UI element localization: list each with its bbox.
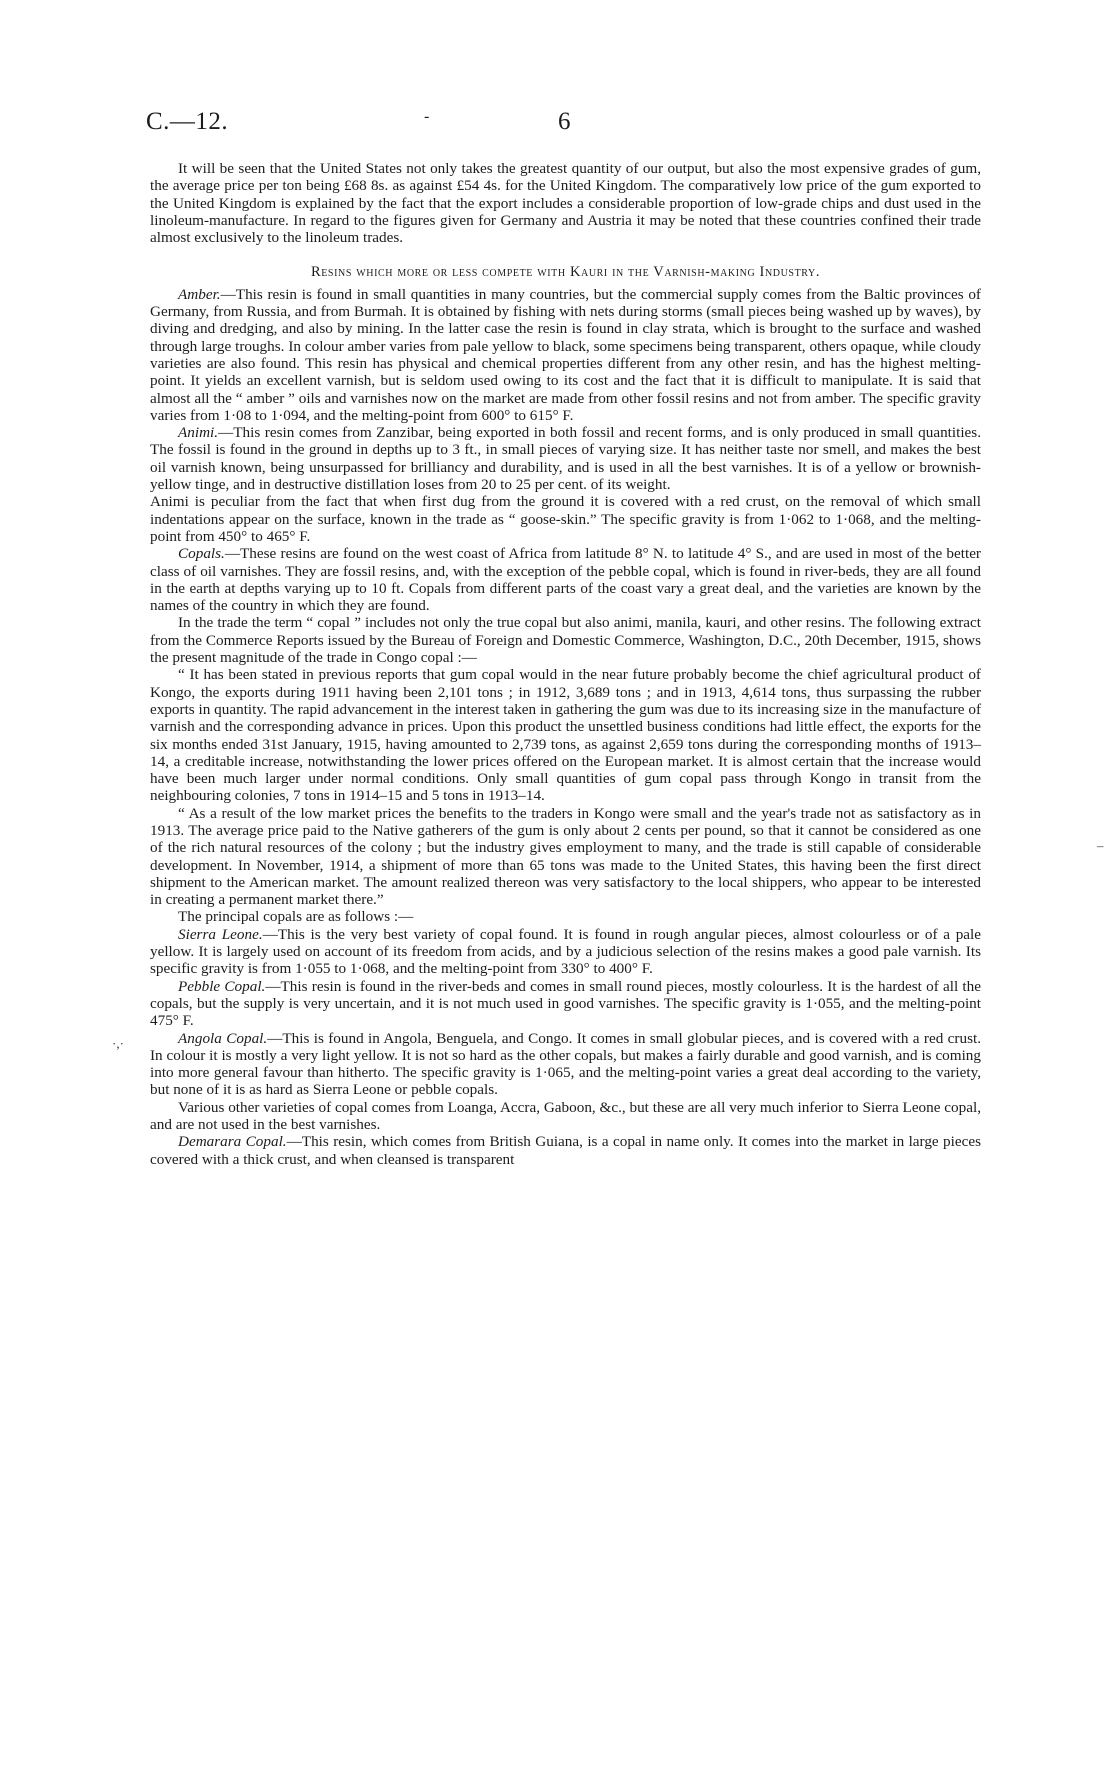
angola-copal-paragraph	[150, 1030, 981, 1099]
angola-copal-text: —This is found in Angola, Benguela, and Congo. It comes in small globular pieces, and is covered with a red crust. In colour it is mostly a very light yellow. It is not so hard as the other copals, but makes a fairly durable and good varnish, and is coming into more general favour than hitherto. The specific gravity is 1·065, and the melting-point varies a great deal according to the variety, but none of it is as hard as Sierra Leone or pebble copals.	[150, 1029, 981, 1099]
demarara-copal-text: —This resin, which comes from British Guiana, is a copal in name only. It comes into the market in large pieces covered with a thick crust, and when cleansed is transparent	[150, 1133, 981, 1168]
right-margin-mark: –	[1097, 838, 1104, 853]
copals-title: Copals.	[178, 545, 225, 563]
demarara-copal-title: Demarara Copal.	[178, 1133, 287, 1151]
animi-continuation: Animi is peculiar from the fact that when first dug from the ground it is covered with a red crust, on the removal of which small indentations appear on the surface, known in the trade as “ goose-skin.” The specific gravity is from 1·062 to 1·068, and the melting-point from 450° to 465° F.	[150, 493, 981, 545]
principal-copals-intro: The principal copals are as follows :—	[178, 908, 414, 926]
animi-text: —This resin comes from Zanzibar, being exported in both fossil and recent forms, and is only produced in small quantities. The fossil is found in the ground in depths up to 3 ft., in small pieces of varying size. It has neither taste nor smell, and makes the best oil varnish known, being unsurpassed for brilliancy and durability, and is used in all the best varnishes. It is of a yellow or brownish-yellow tinge, and in destructive distillation loses from 20 to 25 per cent. of its weight.	[150, 424, 981, 494]
animi-paragraph	[150, 424, 981, 493]
intro-paragraph: It will be seen that the United States not only takes the greatest quantity of our output, but also the most expensive grades of gum, the average price per ton being £68 8s. as against £54 4s. for the United Kingdom. The comparatively low price of the gum exported to the United Kingdom is explained by the fact that the export includes a considerable proportion of low-grade chips and dust used in the linoleum-manufacture. In regard to the figures given for Germany and Austria it may be noted that these countries confined their trade almost exclusively to the linoleum trades.	[150, 160, 981, 247]
demarara-copal-paragraph	[150, 1133, 981, 1168]
page-header	[146, 108, 986, 136]
copal-trade-term-paragraph: In the trade the term “ copal ” includes not only the true copal but also animi, manila, kauri, and other resins. The following extract from the Commerce Reports issued by the Bureau of Foreign and Domestic Commerce, Washington, D.C., 20th December, 1915, shows the present magnitude of the trade in Congo copal :—	[150, 614, 981, 667]
quote-paragraph-1: “ It has been stated in previous reports that gum copal would in the near future probably become the chief agricultural product of Kongo, the exports during 1911 having been 2,101 tons ; in 1912, 3,689 tons ; and in 1913, 4,614 tons, thus surpassing the rubber exports in quantity. The rapid advancement in the interest taken in gathering the gum was due to its increasing size in the manufacture of varnish and the corresponding advance in prices. Upon this product the unsettled business conditions had little effect, the exports for the six months ended 31st January, 1915, having amounted to 2,739 tons, as against 2,659 tons during the corresponding months of 1913–14, a creditable increase, notwithstanding the lower prices offered on the European market. It is almost certain that the increase would have been much larger under normal conditions. Only small quantities of gum copal pass through Kongo in transit from the neighbouring colonies, 7 tons in 1914–15 and 5 tons in 1913–14.	[150, 666, 981, 805]
pebble-copal-paragraph	[150, 978, 981, 1030]
angola-copal-title: Angola Copal.	[178, 1029, 268, 1047]
amber-text: —This resin is found in small quantities in many countries, but the commercial supply comes from the Baltic provinces of Germany, from Russia, and from Burmah. It is obtained by fishing with nets during storms (small pieces being washed up by waves), by diving and dredging, and also by mining. In the latter case the resin is found in clay strata, which is brought to the surface and washed through large troughs. In colour amber varies from pale yellow to black, some specimens being transparent, others opaque, while cloudy varieties are also found. This resin has physical and chemical properties different from any other resin, and has the highest melting-point. It yields an excellent varnish, but is seldom used owing to its cost and the fact that it is difficult to manipulate. It is said that almost all the “ amber ” oils and varnishes now on the market are made from other fossil resins and not from amber. The specific gravity varies from 1·08 to 1·094, and the melting-point from 600° to 615° F.	[150, 285, 981, 424]
section-heading: Resins which more or less compete with Kauri in the Varnish-making Industry.	[310, 264, 821, 281]
page-number: 6	[558, 108, 571, 135]
sierra-leone-title: Sierra Leone.	[178, 925, 263, 943]
page-body	[150, 160, 981, 1168]
animi-title: Animi.	[178, 424, 219, 442]
header-separator: -	[424, 108, 430, 125]
quote-paragraph-2: “ As a result of the low market prices the benefits to the traders in Kongo were small and the year's trade not as satisfactory as in 1913. The average price paid to the Native gatherers of the gum is only about 2 cents per pound, so that it cannot be considered as one of the rich natural resources of the colony ; but the industry gives employment to many, and the trade is still capable of considerable development. In November, 1914, a shipment of more than 65 tons was made to the United States, this having been the first direct shipment to the American market. The amount realized thereon was very satisfactory to the local shippers, who appear to be interested in creating a permanent market there.”	[150, 804, 981, 909]
various-copals-paragraph: Various other varieties of copal comes from Loanga, Accra, Gaboon, &c., but these are all very much inferior to Sierra Leone copal, and are not used in the best varnishes.	[150, 1098, 981, 1134]
sierra-leone-text: —This is the very best variety of copal found. It is found in rough angular pieces, almost colourless or of a pale yellow. It is largely used on account of its freedom from acids, and by a judicious selection of the resins makes a good pale varnish. Its specific gravity is from 1·055 to 1·068, and the melting-point from 330° to 400° F.	[150, 925, 982, 978]
pebble-copal-text: —This resin is found in the river-beds and comes in small round pieces, mostly colourless. It is the hardest of all the copals, but the supply is very uncertain, and it is not much used in good varnishes. The specific gravity is 1·055, and the melting-point 475° F.	[150, 977, 981, 1030]
document-reference: C.—12.	[146, 108, 229, 135]
pebble-copal-title: Pebble Copal.	[178, 977, 266, 995]
copals-text: —These resins are found on the west coast of Africa from latitude 8° N. to latitude 4° S., and are used in most of the better class of oil varnishes. They are fossil resins, and, with the exception of the pebble copal, which is found in river-beds, they are all found in the earth at depths varying up to 10 ft. Copals from different parts of the coast vary a great deal, and the varieties are known by the names of the country in which they are found.	[150, 545, 981, 615]
amber-title: Amber.	[178, 285, 221, 303]
sierra-leone-paragraph	[150, 926, 981, 978]
copals-paragraph	[150, 545, 981, 614]
amber-paragraph	[150, 286, 981, 424]
left-margin-mark: ·,·	[112, 1036, 124, 1051]
